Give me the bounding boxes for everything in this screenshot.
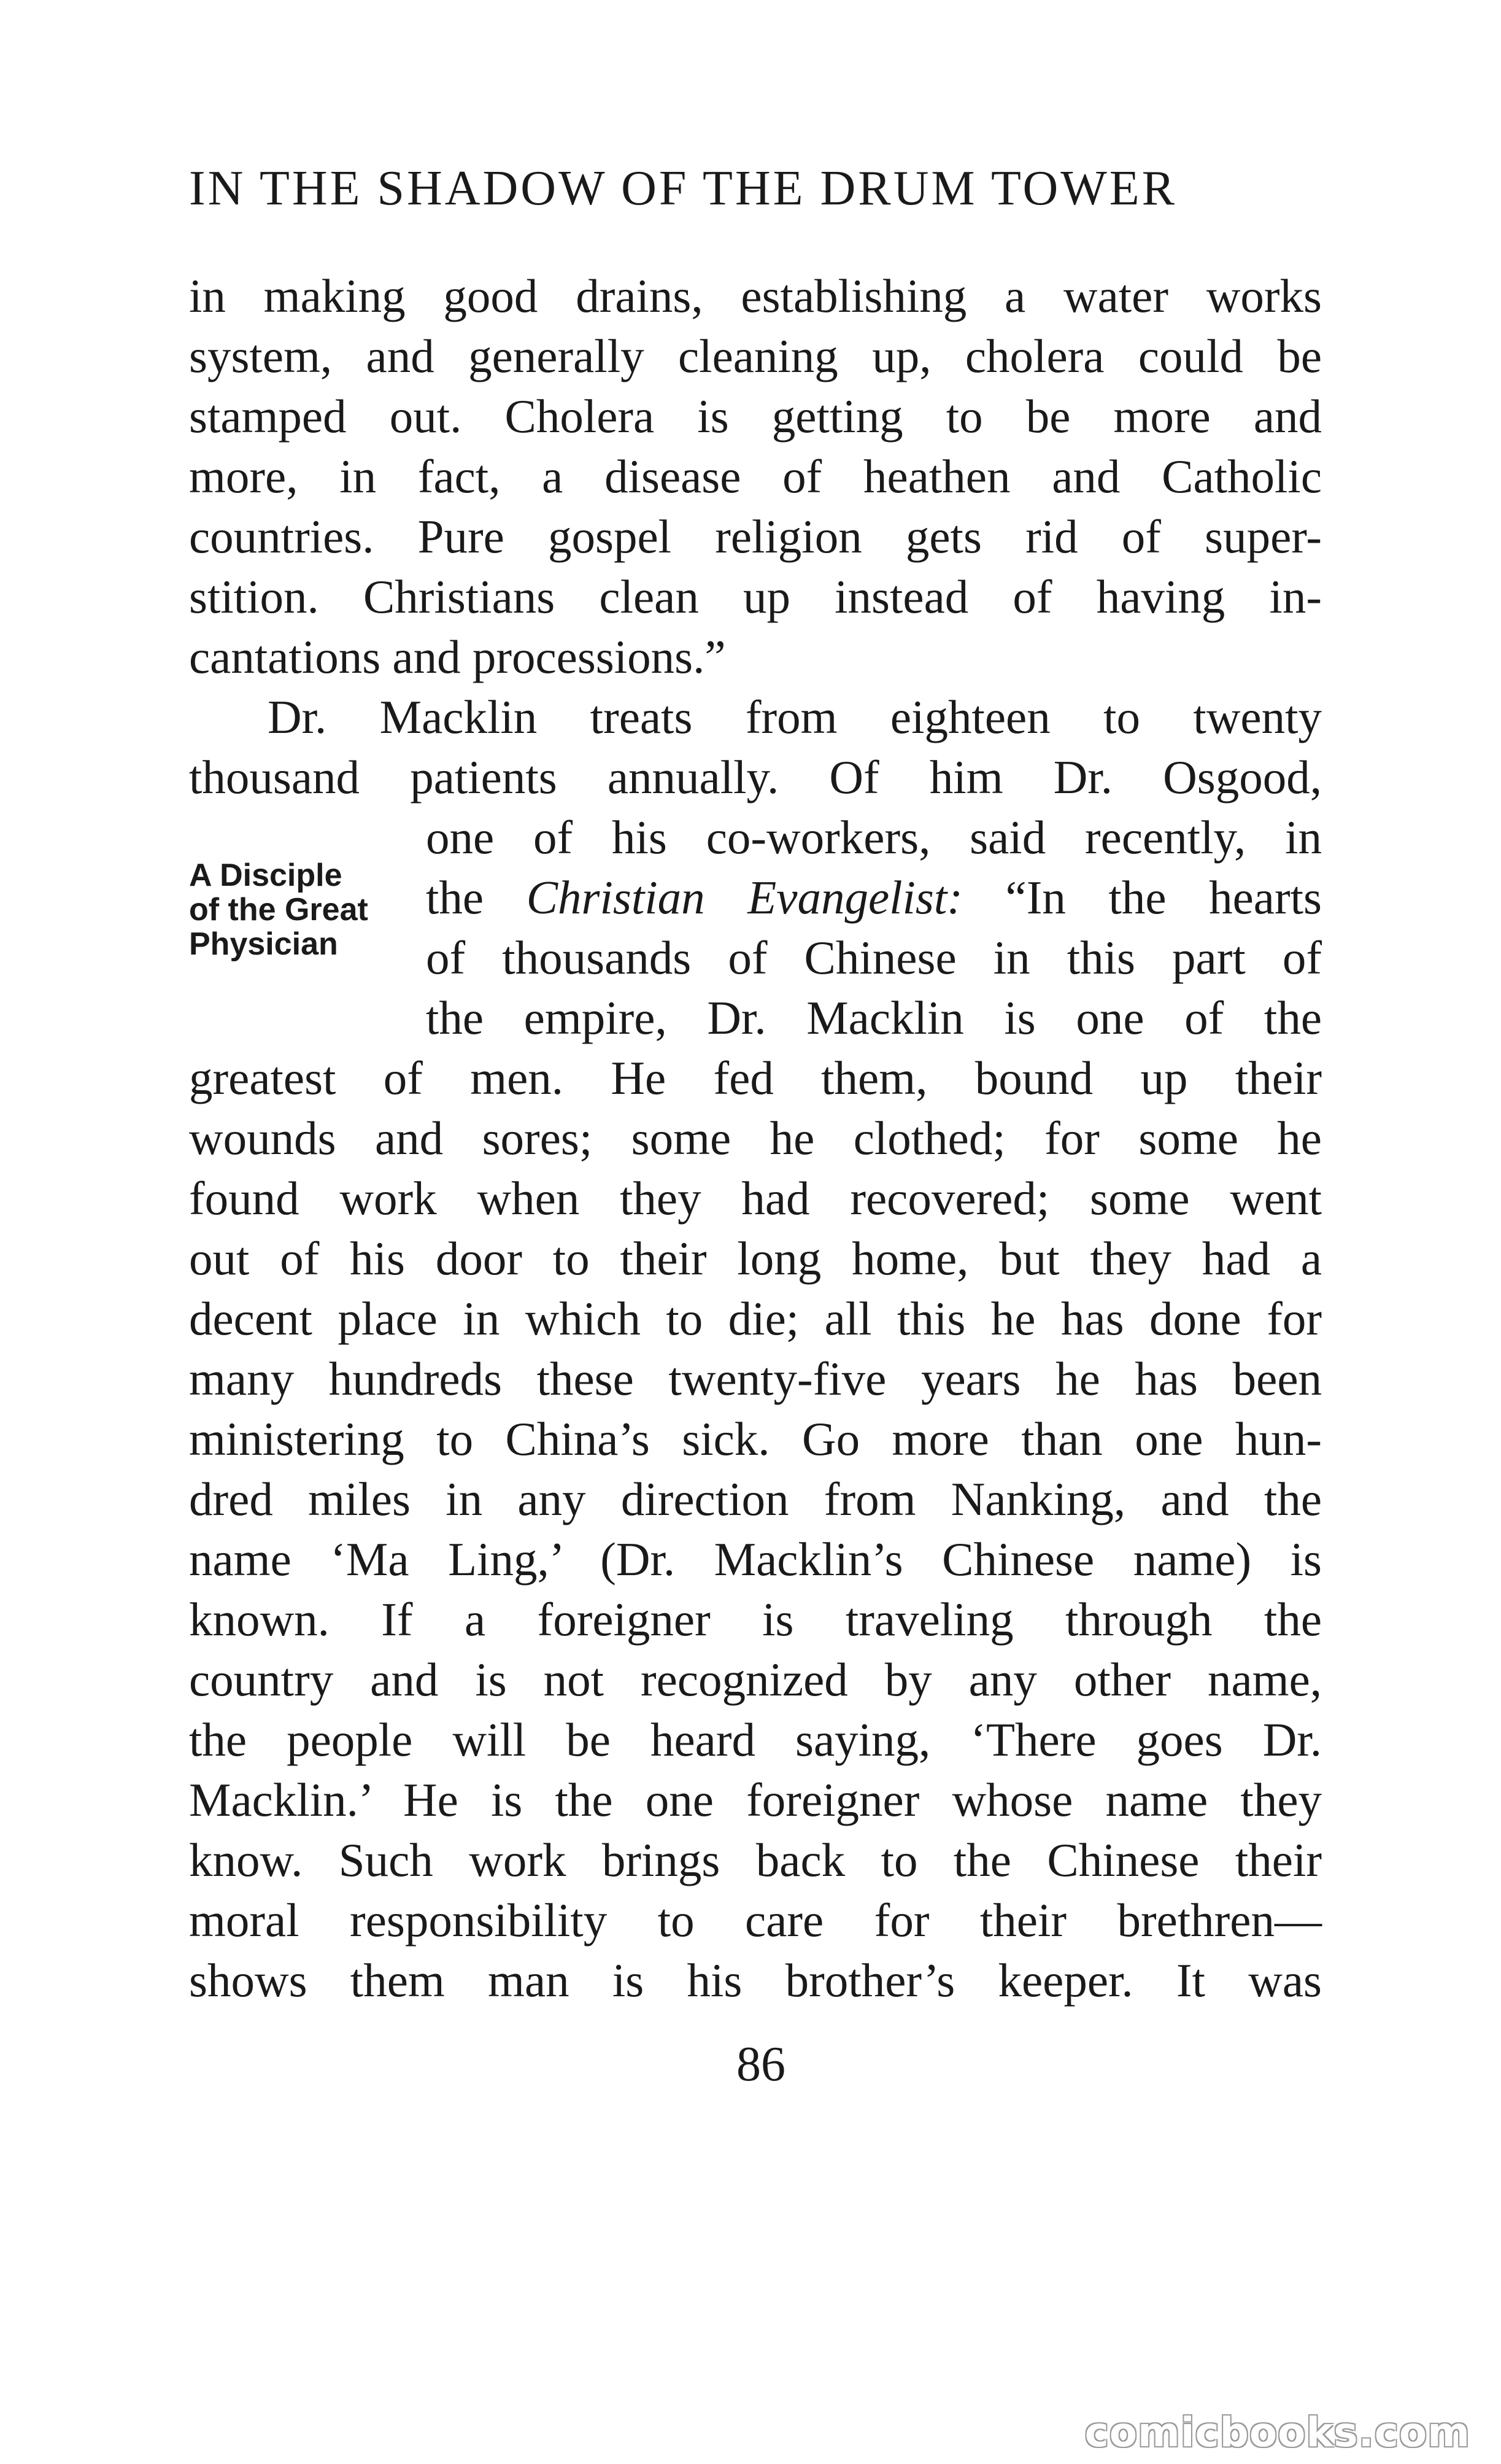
margin-note-line: Physician bbox=[189, 926, 338, 962]
body-line: Dr. Macklin treats from eighteen to twenty bbox=[268, 691, 1322, 743]
body-line: wounds and sores; some he clothed; for some he bbox=[189, 1112, 1322, 1164]
body-line: stamped out. Cholera is getting to be more and bbox=[189, 390, 1322, 443]
margin-note-line: of the Great bbox=[189, 892, 368, 928]
body-line: name ‘Ma Ling,’ (Dr. Macklin’s Chinese name) is bbox=[189, 1533, 1322, 1586]
body-line: the people will be heard saying, ‘There goes Dr. bbox=[189, 1713, 1322, 1766]
body-line: out of his door to their long home, but they had a bbox=[189, 1232, 1322, 1285]
body-line: countries. Pure gospel religion gets rid of super- bbox=[189, 510, 1322, 563]
body-line: system, and generally cleaning up, cholera could be bbox=[189, 330, 1322, 382]
body-line: country and is not recognized by any other name, bbox=[189, 1653, 1322, 1706]
body-line: greatest of men. He fed them, bound up their bbox=[189, 1052, 1322, 1104]
watermark: comicbooks.com bbox=[1084, 2409, 1470, 2456]
body-line: Macklin.’ He is the one foreigner whose name they bbox=[189, 1773, 1322, 1826]
body-line: know. Such work brings back to the Chinese their bbox=[189, 1834, 1322, 1886]
body-line: thousand patients annually. Of him Dr. Osgood, bbox=[189, 751, 1322, 804]
publication-title: Christian Evangelist: bbox=[526, 871, 963, 924]
body-line: cantations and processions.” bbox=[189, 630, 726, 683]
page-number: 86 bbox=[736, 2037, 785, 2091]
body-line: known. If a foreigner is traveling through the bbox=[189, 1593, 1322, 1646]
body-line: more, in fact, a disease of heathen and Catholic bbox=[189, 450, 1322, 503]
margin-note bbox=[189, 858, 368, 961]
body-line: many hundreds these twenty-five years he has been bbox=[189, 1352, 1322, 1405]
body-line: one of his co-workers, said recently, in bbox=[426, 811, 1322, 864]
margin-note-line: A Disciple bbox=[189, 858, 342, 893]
body-line: found work when they had recovered; some went bbox=[189, 1172, 1322, 1225]
body-line: moral responsibility to care for their brethren— bbox=[189, 1894, 1322, 1947]
body-line: the empire, Dr. Macklin is one of the bbox=[426, 991, 1322, 1044]
body-text-fragment: “In the hearts bbox=[962, 871, 1322, 924]
body-line: ministering to China’s sick. Go more than one hun- bbox=[189, 1412, 1322, 1465]
body-line: decent place in which to die; all this he has done for bbox=[189, 1292, 1322, 1345]
running-head: IN THE SHADOW OF THE DRUM TOWER bbox=[189, 161, 1177, 215]
body-line-with-italic-title bbox=[426, 868, 1322, 927]
body-line: in making good drains, establishing a water works bbox=[189, 269, 1322, 322]
body-line: of thousands of Chinese in this part of bbox=[426, 931, 1322, 984]
body-line: shows them man is his brother’s keeper. It was bbox=[189, 1954, 1322, 2007]
body-line: stition. Christians clean up instead of having in- bbox=[189, 570, 1322, 623]
body-line: dred miles in any direction from Nanking, and the bbox=[189, 1473, 1322, 1525]
body-text-fragment: the bbox=[426, 871, 527, 924]
